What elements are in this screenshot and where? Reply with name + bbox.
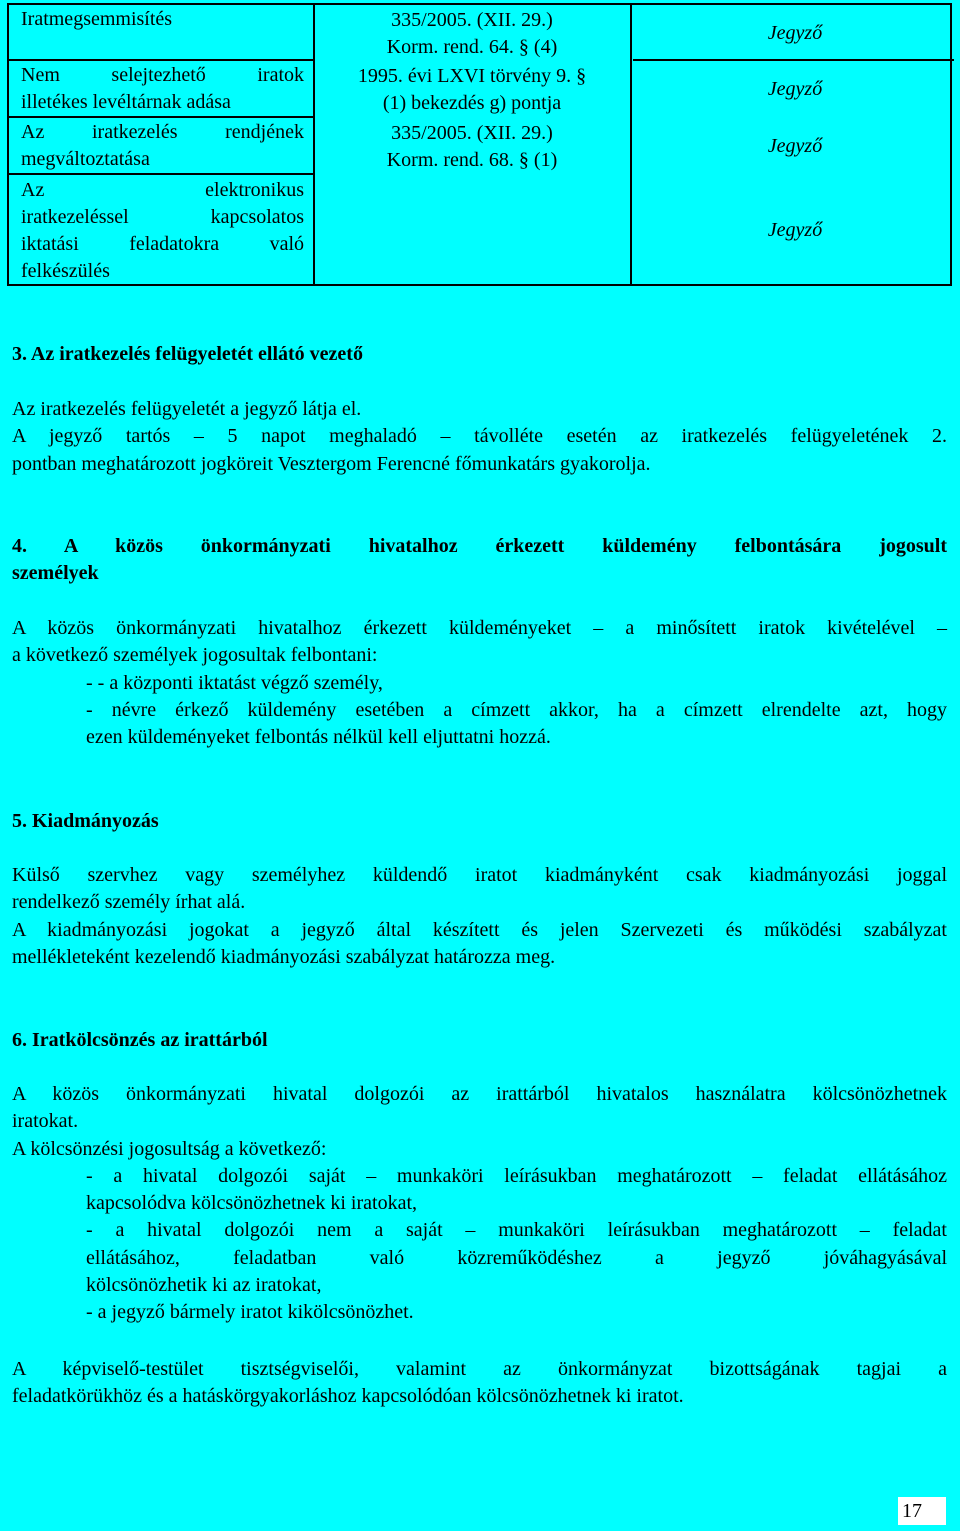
table-column-divider (630, 5, 632, 284)
list-item: ezen küldeményeket felbontás nélkül kell eljuttatni hozzá. (86, 726, 551, 749)
table-cell-responsible: Jegyző (767, 135, 823, 157)
list-item: - a jegyző bármely iratot kikölcsönözhet. (86, 1301, 414, 1324)
table-cell-legal-basis (315, 120, 629, 174)
section-3-heading: 3. Az iratkezelés felügyeletét ellátó vezető (12, 343, 363, 365)
cell-text: Az elektronikus (21, 179, 304, 201)
text-line: Külső szervhez vagy személyhez küldendő iratot kiadmányként csak kiadmányozási joggal (12, 864, 947, 886)
cell-text: felkészülés (21, 260, 110, 282)
text-line: A közös önkormányzati hivatal dolgozói az irattárból hivatalos használatra kölcsönözhetnek (12, 1083, 947, 1105)
text-line: személyek (12, 562, 99, 585)
section-6-closing-paragraph (12, 1356, 947, 1411)
list-item: ellátásához, feladatban való közreműködéshez a jegyző jóváhagyásával (86, 1246, 947, 1269)
cell-text: illetékes levéltárnak adása (21, 91, 231, 113)
list-item: kölcsönözhetik ki az iratokat, (86, 1274, 322, 1297)
list-item: - névre érkező küldemény esetében a címzett akkor, ha a címzett elrendelte azt, hogy (86, 698, 947, 721)
text-line: pontban meghatározott jogköreit Vesztergom Ferencné főmunkatárs gyakorolja. (12, 452, 651, 475)
text-line: rendelkező személy írhat alá. (12, 891, 246, 914)
table-row-divider (9, 116, 313, 118)
table-cell-task (21, 6, 304, 33)
text-line: iratokat. (12, 1110, 79, 1133)
table-cell-task (21, 177, 304, 285)
cell-text: Korm. rend. 64. § (4) (386, 36, 558, 58)
list-item: - a hivatal dolgozói saját – munkaköri leírásukban meghatározott – feladat ellátásához (86, 1164, 947, 1187)
text-line: feladatkörükhöz és a hatáskörgyakorláshoz kapcsolódóan kölcsönözhetnek ki iratot. (12, 1385, 684, 1408)
text-line: A kiadmányozási jogokat a jegyző által készített és jelen Szervezeti és működési szabályzat (12, 918, 947, 941)
text-line: Az iratkezelés felügyeletét a jegyző látja el. (12, 398, 362, 420)
text-line: A kölcsönzési jogosultság a következő: (12, 1137, 327, 1160)
text-line: A közös önkormányzati hivatalhoz érkezett küldeményeket – a minősített iratok kivételével – (12, 617, 947, 639)
list-item: - - a központi iktatást végző személy, (86, 671, 383, 694)
section-4-paragraph (12, 615, 947, 751)
table-cell-responsible: Jegyző (767, 219, 823, 241)
section-5-paragraph (12, 862, 947, 971)
table-row-divider (633, 59, 954, 61)
cell-text: 1995. évi LXVI törvény 9. § (357, 65, 587, 87)
list-item: - a hivatal dolgozói nem a saját – munkaköri leírásukban meghatározott – feladat (86, 1219, 947, 1242)
list-item: kapcsolódva kölcsönözhetnek ki iratokat, (86, 1192, 418, 1215)
cell-text: iratkezeléssel kapcsolatos (21, 206, 304, 228)
text-line: A képviselő-testület tisztségviselői, valamint az önkormányzat bizottságának tagjai a (12, 1358, 947, 1380)
cell-text: Az iratkezelés rendjének (21, 121, 304, 143)
cell-text: 335/2005. (XII. 29.) (391, 9, 553, 31)
text-line: a következő személyek jogosultak felbontani: (12, 644, 378, 667)
table-row-divider (9, 173, 313, 175)
table-cell-responsible: Jegyző (767, 22, 823, 44)
cell-text: Nem selejtezhető iratok (21, 64, 304, 86)
section-6-heading: 6. Iratkölcsönzés az irattárból (12, 1029, 268, 1051)
section-6-paragraph (12, 1081, 947, 1327)
cell-text: Korm. rend. 68. § (1) (386, 149, 558, 171)
section-5-heading: 5. Kiadmányozás (12, 810, 159, 832)
table-cell-task (21, 119, 304, 173)
page-number: 17 (898, 1497, 946, 1525)
text-line: A jegyző tartós – 5 napot meghaladó – távolléte esetén az iratkezelés felügyeletének 2. (12, 425, 947, 448)
section-3-paragraph (12, 396, 947, 478)
cell-text: 335/2005. (XII. 29.) (391, 122, 553, 144)
cell-text: iktatási feladatokra való (21, 233, 304, 255)
cell-text: Iratmegsemmisítés (21, 8, 173, 30)
table-cell-legal-basis (315, 7, 629, 61)
table-row-divider (9, 59, 313, 61)
legal-reference-table (7, 3, 952, 286)
table-cell-legal-basis (315, 63, 629, 117)
cell-text: megváltoztatása (21, 148, 150, 170)
cell-text: (1) bekezdés g) pontja (382, 92, 562, 114)
text-line: 4. A közös önkormányzati hivatalhoz érkezett küldemény felbontására jogosult (12, 535, 947, 557)
table-cell-responsible: Jegyző (767, 78, 823, 100)
text-line: mellékleteként kezelendő kiadmányozási szabályzat határozza meg. (12, 945, 556, 968)
section-4-heading (12, 533, 947, 588)
table-cell-task (21, 62, 304, 116)
